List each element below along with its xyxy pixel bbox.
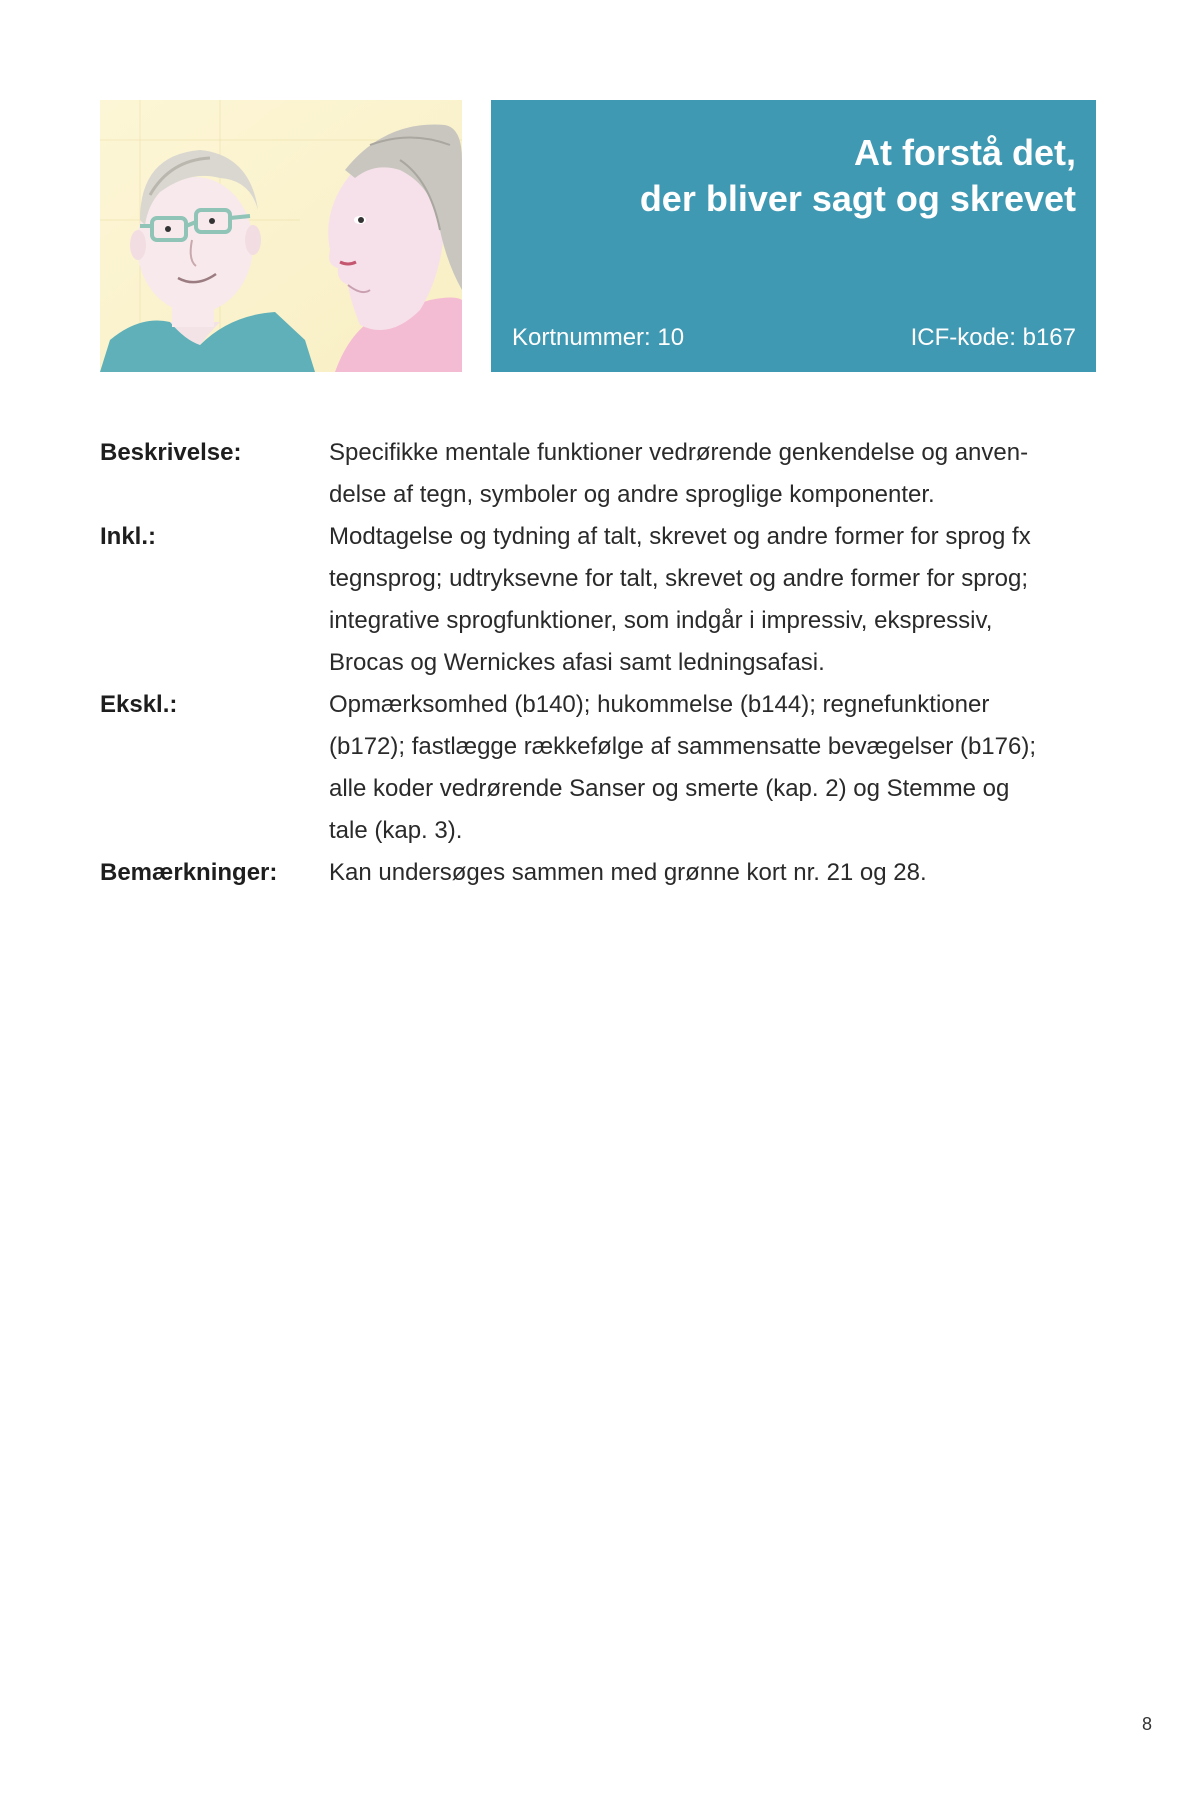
detail-line: Specifikke mentale funktioner vedrørende genkendelse og anven- [329, 439, 1029, 466]
detail-label: Inkl.: [100, 523, 157, 550]
detail-row-description [100, 432, 1100, 516]
detail-row-included [100, 516, 1100, 684]
detail-value [329, 516, 1100, 684]
card-title-line: At forstå det, [853, 132, 1076, 173]
detail-label: Beskrivelse: [100, 439, 242, 466]
detail-label: Bemærkninger: [100, 859, 278, 886]
detail-line: tegnsprog; udtryksevne for talt, skrevet og andre former for sprog; [329, 565, 1028, 592]
detail-line: (b172); fastlægge rækkefølge af sammensatte bevægelser (b176); [329, 733, 1037, 760]
detail-line: Brocas og Wernickes afasi samt ledningsafasi. [329, 649, 825, 676]
detail-row-remarks [100, 852, 1100, 894]
icf-code: ICF-kode: b167 [910, 324, 1076, 351]
card-title-line: der bliver sagt og skrevet [639, 178, 1076, 219]
detail-line: alle koder vedrørende Sanser og smerte (kap. 2) og Stemme og [329, 775, 1010, 802]
card-title [640, 130, 1076, 222]
detail-line: Modtagelse og tydning af talt, skrevet og andre former for sprog fx [329, 523, 1031, 550]
detail-row-excluded [100, 684, 1100, 852]
detail-value [329, 432, 1100, 516]
detail-value [329, 852, 1100, 894]
two-people-conversation-illustration-icon [100, 100, 462, 372]
detail-line: integrative sprogfunktioner, som indgår i impressiv, ekspressiv, [329, 607, 993, 634]
detail-line: Opmærksomhed (b140); hukommelse (b144); regnefunktioner [329, 691, 990, 718]
detail-label: Ekskl.: [100, 691, 178, 718]
detail-line: delse af tegn, symboler og andre sproglige komponenter. [329, 481, 935, 508]
card-header [491, 100, 1096, 372]
detail-line: tale (kap. 3). [329, 817, 463, 844]
page-number: 8 [1141, 1714, 1152, 1734]
card-number: Kortnummer: 10 [512, 324, 685, 351]
card-details [100, 432, 1100, 894]
card-meta [512, 324, 1076, 352]
detail-value [329, 684, 1100, 852]
conversation-illustration [100, 100, 462, 372]
detail-line: Kan undersøges sammen med grønne kort nr. 21 og 28. [329, 859, 927, 886]
